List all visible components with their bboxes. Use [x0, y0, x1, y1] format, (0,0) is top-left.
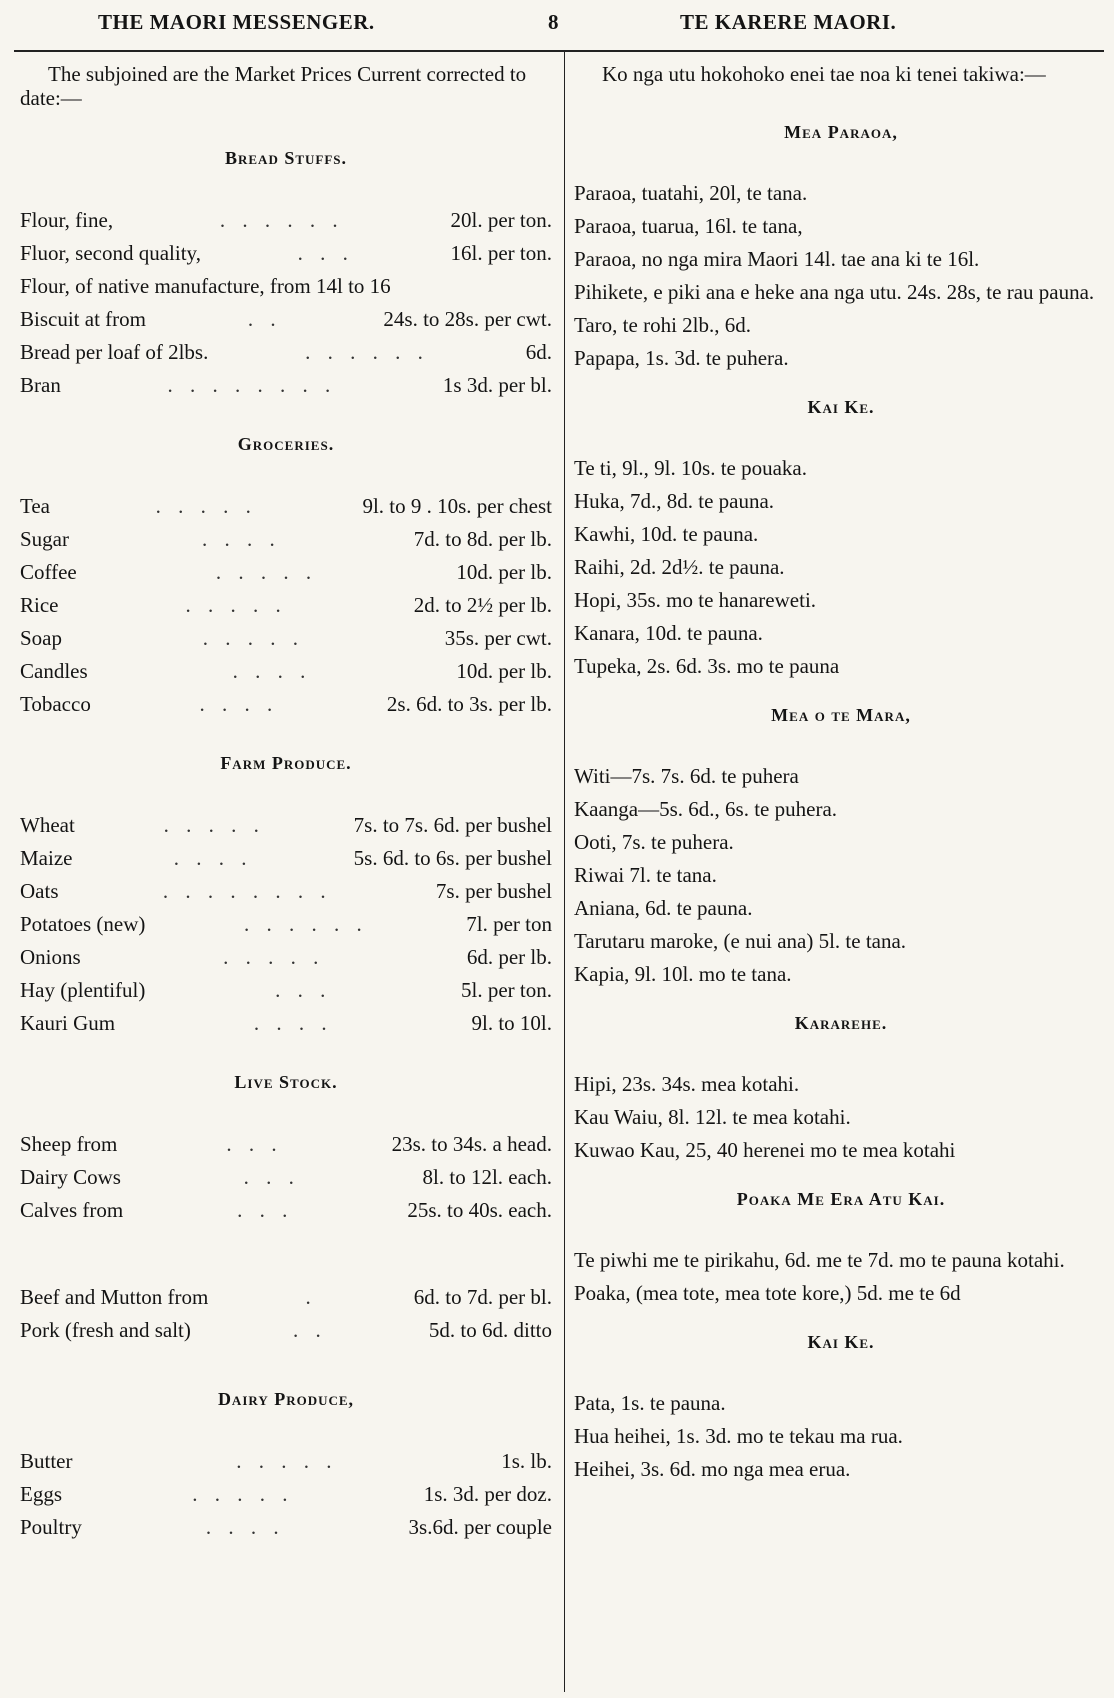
leader-dots: . . . . . . — [243, 912, 368, 936]
price-row — [20, 1128, 552, 1161]
item-price: 10d. per lb. — [456, 659, 552, 683]
item-name: Tea — [20, 494, 51, 518]
item-name: Beef and Mutton from — [20, 1285, 209, 1309]
section-title: Poaka Me Era Atu Kai. — [736, 1189, 946, 1209]
item-price: 8l. to 12l. each. — [422, 1165, 552, 1189]
section-kararehe — [574, 1011, 1108, 1165]
leader-dots: . . . . — [253, 1011, 333, 1035]
price-line: Raihi, 2d. 2d½. te pauna. — [574, 555, 785, 579]
item-name: Soap — [20, 626, 62, 650]
price-line: Kau Waiu, 8l. 12l. te mea kotahi. — [574, 1105, 851, 1129]
leader-dots: . . . . — [202, 527, 281, 551]
price-row — [20, 941, 552, 974]
item-price: 9l. to 10l. — [471, 1011, 552, 1035]
maori-intro: Ko nga utu hokohoko enei tae noa ki tenei takiwa:— — [602, 62, 1046, 86]
page-header — [0, 6, 1114, 42]
leader-dots: . . . . . — [202, 626, 304, 650]
item-name: Pork (fresh and salt) — [20, 1318, 191, 1342]
item-price: 1s 3d. per bl. — [442, 373, 552, 397]
leader-dots: . . . — [297, 241, 354, 265]
leader-dots: . . . . . — [163, 813, 265, 837]
leader-dots: . . . — [243, 1165, 300, 1189]
item-name: Fluor, second quality, — [20, 241, 201, 265]
section-meat — [20, 1281, 552, 1347]
item-name: Dairy Cows — [20, 1165, 121, 1189]
price-row — [20, 490, 552, 523]
item-price: 7d. to 8d. per lb. — [413, 527, 552, 551]
section-title: Kararehe. — [794, 1013, 888, 1033]
item-name: Coffee — [20, 560, 77, 584]
price-row — [20, 369, 552, 402]
price-line: Tarutaru maroke, (e nui ana) 5l. te tana. — [574, 929, 907, 953]
price-row — [20, 809, 552, 842]
english-masthead: THE MAORI MESSENGER. — [98, 10, 375, 34]
leader-dots: . . . . — [199, 692, 279, 716]
item-name: Poultry — [20, 1515, 82, 1539]
item-name: Biscuit at from — [20, 307, 146, 331]
price-row — [20, 842, 552, 875]
item-price: 23s. to 34s. a head. — [391, 1132, 552, 1156]
section-mea-o-te-mara — [574, 703, 1108, 989]
item-price: 5l. per ton. — [461, 978, 552, 1002]
item-price: 35s. per cwt. — [444, 626, 552, 650]
section-farm-produce — [20, 751, 552, 1040]
price-row — [20, 270, 552, 303]
item-price: 24s. to 28s. per cwt. — [383, 307, 552, 331]
price-line: Paraoa, no nga mira Maori 14l. tae ana ki te 16l. — [574, 247, 980, 271]
section-bread-stuffs — [20, 146, 552, 402]
price-row — [20, 237, 552, 270]
price-line: Kawhi, 10d. te pauna. — [574, 522, 759, 546]
item-name: Sugar — [20, 527, 69, 551]
item-name: Tobacco — [20, 692, 91, 716]
item-price: 1s. 3d. per doz. — [423, 1482, 552, 1506]
price-row — [20, 1445, 552, 1478]
item-name: Flour, fine, — [20, 208, 114, 232]
item-price: 6d. per lb. — [466, 945, 552, 969]
section-title: Kai Ke. — [807, 1332, 875, 1352]
item-name: Kauri Gum — [20, 1011, 116, 1035]
price-line: Te piwhi me te pirikahu, 6d. me te 7d. mo te pauna kotahi. — [574, 1248, 1065, 1272]
leader-dots: . — [305, 1285, 317, 1309]
item-name: Oats — [20, 879, 59, 903]
leader-dots: . . . — [237, 1198, 294, 1222]
item-name: Bread per loaf of 2lbs. — [20, 340, 209, 364]
item-name: Candles — [20, 659, 88, 683]
price-row — [20, 589, 552, 622]
price-line: Taro, te rohi 2lb., 6d. — [574, 313, 751, 337]
leader-dots: . . . . . — [192, 1482, 294, 1506]
item-price: 25s. to 40s. each. — [407, 1198, 552, 1222]
leader-dots: . . . . . . — [305, 340, 429, 364]
section-title: Bread Stuffs. — [224, 148, 348, 168]
page-number: 8 — [548, 10, 559, 34]
section-title: Mea Paraoa, — [784, 122, 898, 142]
price-row — [20, 622, 552, 655]
section-dairy-produce — [20, 1387, 552, 1544]
price-row — [20, 688, 552, 721]
section-title: Groceries. — [237, 434, 335, 454]
price-line: Huka, 7d., 8d. te pauna. — [574, 489, 775, 513]
price-row — [20, 336, 552, 369]
price-line: Heihei, 3s. 6d. mo nga mea erua. — [574, 1457, 851, 1481]
price-line: Aniana, 6d. te pauna. — [574, 896, 753, 920]
price-line: Kaanga—5s. 6d., 6s. te puhera. — [574, 797, 838, 821]
price-line: Te ti, 9l., 9l. 10s. te pouaka. — [574, 456, 807, 480]
price-row — [20, 1007, 552, 1040]
leader-dots: . . . — [226, 1132, 283, 1156]
price-line: Hua heihei, 1s. 3d. mo te tekau ma rua. — [574, 1424, 903, 1448]
section-kai-ke-dairy — [574, 1330, 1108, 1484]
leader-dots: . . — [247, 307, 282, 331]
leader-dots: . . . . — [173, 846, 253, 870]
leader-dots: . . . . . . . . — [167, 373, 337, 397]
price-row — [20, 1511, 552, 1544]
item-price: 5s. 6d. to 6s. per bushel — [353, 846, 552, 870]
item-name: Bran — [20, 373, 61, 397]
price-line: Witi—7s. 7s. 6d. te puhera — [574, 764, 799, 788]
item-price: 6d. — [525, 340, 552, 364]
price-line: Poaka, (mea tote, mea tote kore,) 5d. me te 6d — [574, 1281, 961, 1305]
price-line: Hipi, 23s. 34s. mea kotahi. — [574, 1072, 800, 1096]
price-line: Papapa, 1s. 3d. te puhera. — [574, 346, 789, 370]
item-name: Flour, of native manufacture, from 14l to 16 — [20, 274, 391, 298]
item-name: Calves from — [20, 1198, 124, 1222]
section-title: Dairy Produce, — [217, 1389, 355, 1409]
leader-dots: . . . . . . — [219, 208, 344, 232]
price-row — [20, 1478, 552, 1511]
leader-dots: . . . . . — [155, 494, 257, 518]
price-row — [20, 974, 552, 1007]
leader-dots: . . . . . . . . — [162, 879, 332, 903]
item-price: 6d. to 7d. per bl. — [413, 1285, 552, 1309]
english-intro: The subjoined are the Market Prices Current corrected to date:— — [20, 62, 527, 110]
price-line: Pihikete, e piki ana e heke ana nga utu. 24s. 28s, te rau pauna. — [574, 280, 1095, 304]
price-line: Tupeka, 2s. 6d. 3s. mo te pauna — [574, 654, 840, 678]
item-price: 1s. lb. — [501, 1449, 552, 1473]
item-name: Potatoes (new) — [20, 912, 146, 936]
english-column — [20, 62, 552, 1544]
price-row — [20, 1281, 552, 1314]
price-line: Pata, 1s. te pauna. — [574, 1391, 726, 1415]
item-price: 16l. per ton. — [450, 241, 552, 265]
leader-dots: . . . . . — [223, 945, 325, 969]
price-line: Paraoa, tuarua, 16l. te tana, — [574, 214, 803, 238]
price-line: Kuwao Kau, 25, 40 herenei mo te mea kotahi — [574, 1138, 956, 1162]
section-groceries — [20, 432, 552, 721]
price-row — [20, 875, 552, 908]
item-name: Maize — [20, 846, 73, 870]
leader-dots: . . . . . — [215, 560, 318, 584]
price-row — [20, 556, 552, 589]
item-price: 3s.6d. per couple — [408, 1515, 552, 1539]
leader-dots: . . — [293, 1318, 327, 1342]
item-name: Hay (plentiful) — [20, 978, 146, 1002]
price-row — [20, 1314, 552, 1347]
price-line: Hopi, 35s. mo te hanareweti. — [574, 588, 817, 612]
section-live-stock — [20, 1070, 552, 1227]
price-row — [20, 523, 552, 556]
item-price: 2s. 6d. to 3s. per lb. — [386, 692, 552, 716]
section-mea-paraoa — [574, 120, 1108, 373]
section-poaka — [574, 1187, 1108, 1308]
leader-dots: . . . . — [205, 1515, 285, 1539]
maori-column — [574, 62, 1108, 1487]
price-line: Paraoa, tuatahi, 20l, te tana. — [574, 181, 808, 205]
header-rule — [14, 50, 1104, 52]
item-name: Butter — [20, 1449, 73, 1473]
item-name: Rice — [20, 593, 59, 617]
leader-dots: . . . . — [232, 659, 312, 683]
item-price: 7s. to 7s. 6d. per bushel — [353, 813, 552, 837]
maori-masthead: TE KARERE MAORI. — [680, 10, 897, 34]
item-price: 7s. per bushel — [435, 879, 552, 903]
price-row — [20, 204, 552, 237]
section-title: Mea o te Mara, — [771, 705, 911, 725]
section-kai-ke-groceries — [574, 395, 1108, 681]
item-price: 2d. to 2½ per lb. — [413, 593, 552, 617]
item-price: 10d. per lb. — [456, 560, 552, 584]
price-row — [20, 1161, 552, 1194]
price-line: Riwai 7l. te tana. — [574, 863, 717, 887]
item-price: 7l. per ton — [466, 912, 552, 936]
item-price: 9l. to 9 . 10s. per chest — [362, 494, 552, 518]
price-line: Kapia, 9l. 10l. mo te tana. — [574, 962, 792, 986]
item-name: Onions — [20, 945, 81, 969]
price-row — [20, 655, 552, 688]
item-price: 5d. to 6d. ditto — [428, 1318, 552, 1342]
price-line: Ooti, 7s. te puhera. — [574, 830, 734, 854]
price-line: Kanara, 10d. te pauna. — [574, 621, 763, 645]
price-row — [20, 1194, 552, 1227]
price-row — [20, 303, 552, 336]
column-divider — [564, 52, 565, 1692]
item-name: Eggs — [20, 1482, 62, 1506]
leader-dots — [391, 270, 552, 303]
price-row — [20, 908, 552, 941]
item-name: Wheat — [20, 813, 75, 837]
leader-dots: . . . . . — [236, 1449, 338, 1473]
item-name: Sheep from — [20, 1132, 118, 1156]
leader-dots: . . . — [275, 978, 332, 1002]
section-title: Farm Produce. — [220, 753, 352, 773]
item-price: 20l. per ton. — [450, 208, 552, 232]
leader-dots: . . . . . — [185, 593, 287, 617]
section-title: Kai Ke. — [807, 397, 875, 417]
section-title: Live Stock. — [234, 1072, 338, 1092]
